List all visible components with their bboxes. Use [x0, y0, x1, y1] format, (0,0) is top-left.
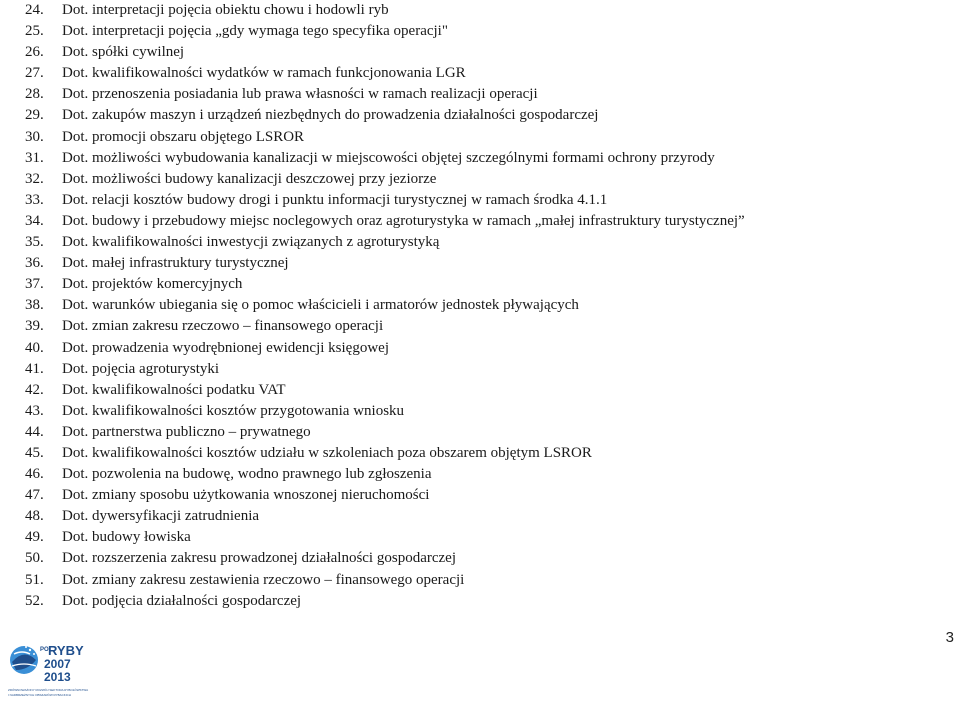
- list-item-text: Dot. rozszerzenia zakresu prowadzonej działalności gospodarczej: [62, 550, 456, 567]
- list-item-text: Dot. możliwości budowy kanalizacji deszczowej przy jeziorze: [62, 170, 437, 187]
- logo-caption-2: I NADBRZEŻNYCH OBSZARÓW RYBACKICH: [8, 693, 71, 697]
- list-item: [25, 21, 925, 42]
- logo-year-start: 2007: [44, 657, 71, 671]
- list-item-text: Dot. kwalifikowalności kosztów przygotowania wniosku: [62, 402, 405, 419]
- list-item-number: 27.: [25, 65, 44, 82]
- list-item-number: 26.: [25, 44, 44, 61]
- logo-year-end: 2013: [44, 670, 71, 684]
- list-item: [25, 359, 925, 380]
- list-item-text: Dot. przenoszenia posiadania lub prawa własności w ramach realizacji operacji: [62, 86, 538, 103]
- list-item-text: Dot. warunków ubiegania się o pomoc właścicieli i armatorów jednostek pływających: [62, 297, 579, 314]
- list-item-number: 40.: [25, 339, 44, 356]
- list-item-text: Dot. kwalifikowalności wydatków w ramach funkcjonowania LGR: [62, 65, 466, 82]
- list-item-text: Dot. kwalifikowalności inwestycji związanych z agroturystyką: [62, 234, 440, 251]
- list-item: [25, 316, 925, 337]
- list-item-number: 44.: [25, 423, 44, 440]
- globe-emblem-icon: [10, 646, 38, 674]
- list-item-text: Dot. interpretacji pojęcia „gdy wymaga tego specyfika operacji": [62, 23, 448, 40]
- list-item: [25, 190, 925, 211]
- list-item-number: 42.: [25, 381, 44, 398]
- list-item-text: Dot. zmiany sposobu użytkowania wnoszonej nieruchomości: [62, 487, 430, 504]
- list-item-text: Dot. możliwości wybudowania kanalizacji w miejscowości objętej szczególnymi formami ochrony przyrody: [62, 149, 715, 166]
- list-item: [25, 338, 925, 359]
- list-item: [25, 570, 925, 591]
- list-item-text: Dot. budowy łowiska: [62, 529, 191, 546]
- list-item: [25, 527, 925, 548]
- list-item-number: 41.: [25, 360, 44, 377]
- list-item-number: 30.: [25, 128, 44, 145]
- logo-po: PO: [40, 647, 49, 653]
- list-item-number: 35.: [25, 234, 44, 251]
- list-item: [25, 401, 925, 422]
- list-item-text: Dot. projektów komercyjnych: [62, 276, 243, 293]
- list-item-text: Dot. zmiany zakresu zestawienia rzeczowo – finansowego operacji: [62, 571, 465, 588]
- list-item: [25, 105, 925, 126]
- list-item: [25, 169, 925, 190]
- list-item-number: 45.: [25, 444, 44, 461]
- list-item-number: 39.: [25, 318, 44, 335]
- list-item-number: 28.: [25, 86, 44, 103]
- list-item-text: Dot. podjęcia działalności gospodarczej: [62, 592, 302, 609]
- list-item: [25, 380, 925, 401]
- list-item-text: Dot. pojęcia agroturystyki: [62, 360, 220, 377]
- list-item-number: 31.: [25, 149, 44, 166]
- list-item-number: 37.: [25, 276, 44, 293]
- list-item: [25, 274, 925, 295]
- list-item-text: Dot. małej infrastruktury turystycznej: [62, 255, 289, 272]
- list-item: [25, 253, 925, 274]
- list-item-number: 47.: [25, 487, 44, 504]
- list-item: [25, 485, 925, 506]
- list-item-text: Dot. kwalifikowalności podatku VAT: [62, 381, 286, 398]
- list-item: [25, 506, 925, 527]
- list-item-number: 48.: [25, 508, 44, 525]
- list-item-number: 38.: [25, 297, 44, 314]
- list-item-number: 24.: [25, 2, 44, 18]
- list-item-text: Dot. spółki cywilnej: [62, 44, 185, 61]
- po-ryby-logo: [6, 640, 96, 706]
- list-item-text: Dot. zakupów maszyn i urządzeń niezbędnych do prowadzenia działalności gospodarczej: [62, 107, 599, 124]
- list-item-text: Dot. interpretacji pojęcia obiektu chowu i hodowli ryb: [62, 2, 389, 18]
- list-item: [25, 295, 925, 316]
- logo-ryby: RYBY: [48, 643, 84, 658]
- list-item: [25, 0, 925, 21]
- list-item-number: 29.: [25, 107, 44, 124]
- list-item-number: 49.: [25, 529, 44, 546]
- list-item: [25, 211, 925, 232]
- list-item-number: 32.: [25, 170, 44, 187]
- list-item: [25, 42, 925, 63]
- list-item-number: 43.: [25, 402, 44, 419]
- list-item-text: Dot. dywersyfikacji zatrudnienia: [62, 508, 260, 525]
- list-item-number: 52.: [25, 592, 44, 609]
- list-item-text: Dot. promocji obszaru objętego LSROR: [62, 128, 305, 145]
- list-item-number: 50.: [25, 550, 44, 567]
- list-item-number: 46.: [25, 466, 44, 483]
- list-item-text: Dot. relacji kosztów budowy drogi i punktu informacji turystycznej w ramach środka 4.1.1: [62, 191, 608, 208]
- list-item-text: Dot. budowy i przebudowy miejsc noclegowych oraz agroturystyka w ramach „małej infrastruktury turystycznej”: [62, 212, 745, 229]
- list-item: [25, 443, 925, 464]
- page-number: 3: [945, 629, 954, 646]
- list-item: [25, 84, 925, 105]
- list-item-number: 51.: [25, 571, 44, 588]
- list-item-text: Dot. kwalifikowalności kosztów udziału w szkoleniach poza obszarem objętym LSROR: [62, 444, 592, 461]
- list-item-number: 36.: [25, 255, 44, 272]
- numbered-list: [25, 0, 925, 612]
- logo-caption-1: ZRÓWNOWAŻONY ROZWÓJ SEKTORA RYBOŁÓWSTWA: [8, 688, 89, 692]
- list-item-text: Dot. pozwolenia na budowę, wodno prawnego lub zgłoszenia: [62, 466, 432, 483]
- list-item: [25, 464, 925, 485]
- list-item: [25, 148, 925, 169]
- list-item-number: 25.: [25, 23, 44, 40]
- list-item-text: Dot. partnerstwa publiczno – prywatnego: [62, 423, 311, 440]
- list-item: [25, 548, 925, 569]
- list-item: [25, 63, 925, 84]
- list-item: [25, 232, 925, 253]
- list-item-number: 33.: [25, 191, 44, 208]
- list-item-text: Dot. prowadzenia wyodrębnionej ewidencji księgowej: [62, 339, 389, 356]
- list-item: [25, 591, 925, 612]
- list-item-text: Dot. zmian zakresu rzeczowo – finansowego operacji: [62, 318, 384, 335]
- list-item: [25, 422, 925, 443]
- list-item-number: 34.: [25, 212, 44, 229]
- list-item: [25, 127, 925, 148]
